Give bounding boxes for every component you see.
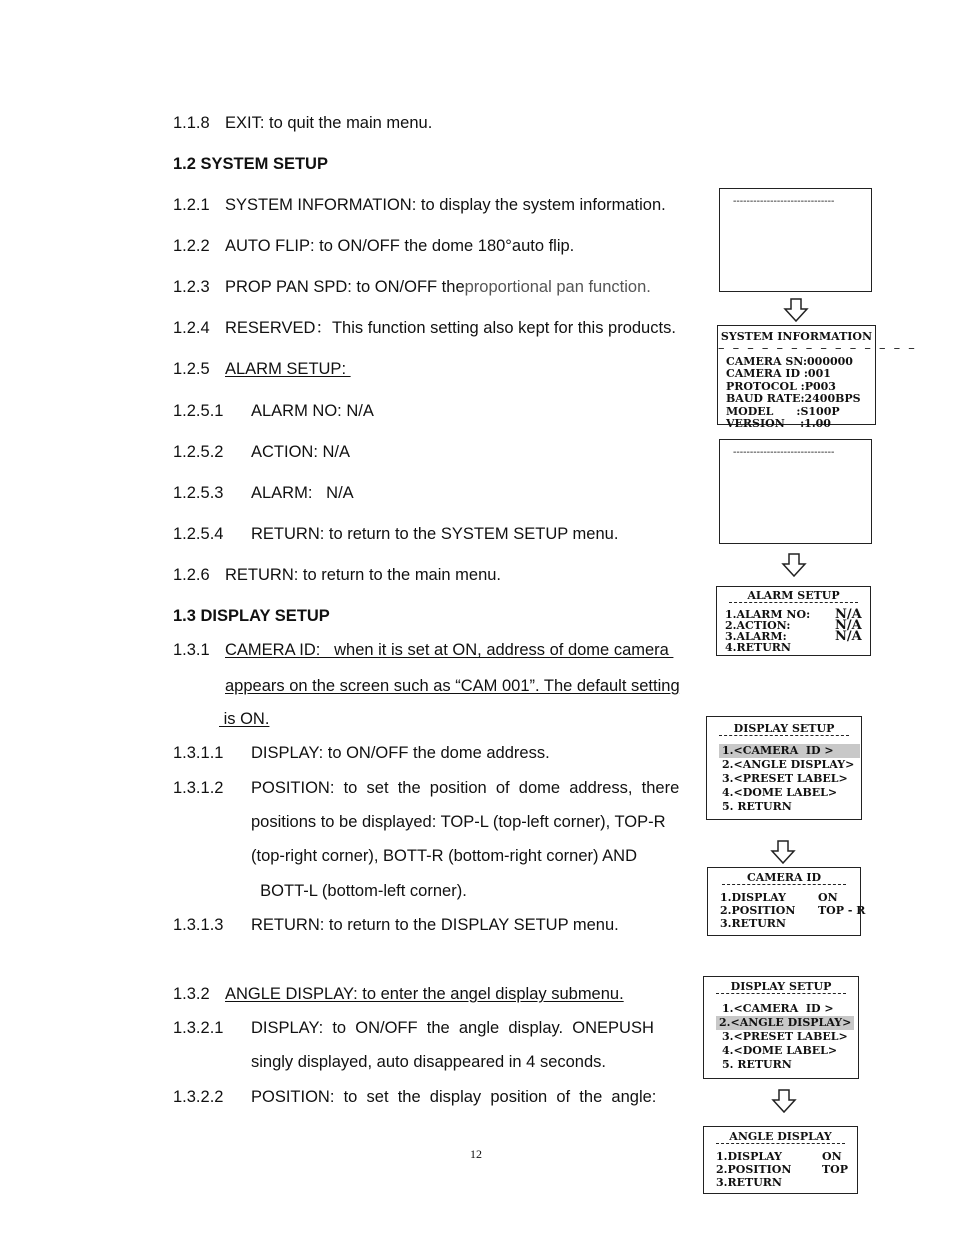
osd-title: DISPLAY SETUP (716, 980, 846, 994)
item-1-3-2 (173, 984, 624, 1004)
down-arrow-icon (783, 297, 809, 323)
osd-row-label: 1.DISPLAY (716, 1150, 782, 1163)
osd-row: 3.<PRESET LABEL> (722, 1030, 848, 1043)
osd-row-label: 2.ACTION: (725, 619, 791, 632)
osd-row: BAUD RATE:2400BPS (726, 392, 861, 405)
item-text: ALARM NO: N/A (251, 402, 374, 420)
osd-row-value: ON (818, 891, 838, 904)
osd-angle-display-screen (703, 1126, 858, 1194)
osd-row-value: ON (822, 1150, 842, 1163)
item-text: ACTION: N/A (251, 443, 351, 461)
item-text: SYSTEM INFORMATION: to display the system information. (225, 196, 666, 214)
item-number: 1.1.8 (173, 114, 210, 132)
osd-row (704, 1163, 857, 1176)
section-heading-system-setup: 1.2 SYSTEM SETUP (173, 155, 328, 173)
item-number: 1.2.2 (173, 237, 210, 255)
item-text: DISPLAY: to ON/OFF the angle display. ONEPUSH (251, 1019, 654, 1037)
osd-row: CAMERA ID :001 (726, 367, 831, 380)
item-text: ALARM: N/A (251, 484, 354, 502)
item-text: POSITION: to set the position of dome address, there (251, 779, 680, 797)
osd-camera-id-screen (707, 867, 866, 936)
osd-alarm-setup-screen (716, 586, 871, 656)
page-number: 12 (470, 1147, 482, 1161)
osd-highlight: 1.<CAMERA ID > (719, 744, 860, 758)
down-arrow-icon (770, 839, 796, 865)
item-1-2-2 (173, 236, 574, 256)
item-1-3-1-2-cont2: (top-right corner), BOTT-R (bottom-right corner) AND (251, 847, 638, 865)
item-text: EXIT: to quit the main menu. (225, 114, 433, 132)
item-1-3-2-1 (173, 1018, 654, 1038)
osd-dash-separator: – – – – – – – – – – – – – – (718, 340, 917, 356)
item-number: 1.3.2 (173, 985, 210, 1003)
osd-row: 3.<PRESET LABEL> (722, 772, 848, 785)
item-text-gray: proportional pan function. (464, 278, 651, 296)
item-1-3-1-cont2: is ON. (219, 710, 270, 728)
dashed-line: ------------------------------ (733, 196, 835, 207)
item-1-1-8 (173, 113, 432, 133)
item-1-2-1 (173, 195, 666, 215)
item-text: CAMERA ID: when it is set at ON, address of dome camera (225, 641, 674, 659)
item-1-3-1-2 (173, 778, 703, 798)
item-1-2-5-3 (173, 483, 354, 503)
osd-row-label: 1.DISPLAY (720, 891, 786, 904)
item-number: 1.3.2.1 (173, 1019, 224, 1037)
item-1-3-1-2-cont3: BOTT-L (bottom-left corner). (251, 882, 467, 900)
item-number: 1.3.1.1 (173, 744, 224, 762)
osd-row-label: 3.ALARM: (725, 630, 787, 643)
osd-row: VERSION :1.00 (726, 417, 831, 430)
osd-row-value: TOP (822, 1163, 849, 1176)
osd-blank-screen-2 (719, 439, 872, 544)
osd-row-selected (704, 1016, 858, 1030)
osd-blank-screen-1 (719, 188, 872, 292)
osd-row: CAMERA SN:000000 (726, 354, 853, 368)
item-number: 1.3.1.3 (173, 916, 224, 934)
osd-row: PROTOCOL :P003 (726, 379, 836, 393)
osd-row: 2.<ANGLE DISPLAY> (722, 758, 855, 771)
item-1-2-5-4 (173, 524, 618, 544)
osd-title: ANGLE DISPLAY (716, 1130, 845, 1144)
osd-row-value: TOP - R (818, 904, 866, 917)
osd-row: 4.<DOME LABEL> (722, 786, 838, 799)
osd-row-selected (707, 744, 861, 758)
osd-row-label: 2.POSITION (716, 1163, 792, 1176)
section-heading-display-setup: 1.3 DISPLAY SETUP (173, 607, 330, 625)
osd-title: ALARM SETUP (729, 590, 858, 603)
osd-row-value: N/A (835, 607, 862, 622)
item-number: 1.3.1.2 (173, 779, 224, 797)
item-text: AUTO FLIP: to ON/OFF the dome 180°auto flip. (225, 237, 575, 255)
item-number: 1.2.5.1 (173, 402, 224, 420)
osd-row: 5. RETURN (722, 800, 792, 813)
osd-row (708, 904, 866, 917)
item-1-2-3 (173, 277, 651, 297)
osd-row: MODEL :S100P (726, 404, 840, 418)
item-1-3-1-3 (173, 915, 619, 935)
item-text: PROP PAN SPD: to ON/OFF the (225, 278, 465, 296)
osd-title: SYSTEM INFORMATION (720, 330, 873, 343)
osd-title: CAMERA ID (722, 871, 846, 885)
osd-row: 3.RETURN (716, 1176, 782, 1189)
item-1-3-1-cont: appears on the screen such as “CAM 001”. The default setting (225, 677, 680, 695)
down-arrow-icon (771, 1088, 797, 1114)
osd-row: 4.<DOME LABEL> (722, 1044, 838, 1057)
down-arrow-icon (781, 552, 807, 578)
item-text: RETURN: to return to the SYSTEM SETUP menu. (251, 525, 619, 543)
item-1-2-5-2 (173, 442, 350, 462)
osd-row-value: N/A (835, 618, 862, 633)
item-number: 1.3.2.2 (173, 1088, 224, 1106)
item-1-3-1-1 (173, 743, 550, 763)
item-number: 1.2.5.3 (173, 484, 224, 502)
osd-display-setup-screen-1 (706, 716, 862, 820)
item-text: DISPLAY: to ON/OFF the dome address. (251, 744, 550, 762)
osd-display-setup-screen-2 (703, 976, 859, 1079)
item-text: RETURN: to return to the DISPLAY SETUP menu. (251, 916, 619, 934)
item-text: RETURN: to return to the main menu. (225, 566, 502, 584)
osd-title: DISPLAY SETUP (719, 722, 849, 736)
item-number: 1.2.6 (173, 566, 210, 584)
osd-row-value: N/A (835, 629, 862, 644)
item-1-3-2-1-cont: singly displayed, auto disappeared in 4 seconds. (251, 1053, 606, 1071)
item-number: 1.2.4 (173, 319, 210, 337)
osd-row-label: 1.ALARM NO: (725, 608, 811, 621)
osd-highlight: 2.<ANGLE DISPLAY> (716, 1016, 854, 1030)
item-number: 1.2.5.2 (173, 443, 224, 461)
osd-row (708, 891, 860, 904)
osd-system-information-screen (717, 325, 917, 430)
item-1-3-2-2 (173, 1087, 656, 1107)
item-text: ALARM SETUP: (225, 360, 351, 378)
osd-row: 5. RETURN (722, 1058, 792, 1071)
item-1-3-1 (173, 640, 673, 660)
osd-row: 1.<CAMERA ID > (722, 1002, 834, 1015)
dashed-line: ------------------------------ (733, 447, 835, 458)
item-number: 1.2.5.4 (173, 525, 224, 543)
item-text: ANGLE DISPLAY: to enter the angel display submenu. (225, 985, 624, 1003)
osd-row: 3.RETURN (720, 917, 786, 930)
osd-row-label: 2.POSITION (720, 904, 796, 917)
item-1-2-5 (173, 359, 351, 379)
item-number: 1.2.3 (173, 278, 210, 296)
item-number: 1.2.5 (173, 360, 210, 378)
item-number: 1.3.1 (173, 641, 210, 659)
item-number: 1.2.1 (173, 196, 210, 214)
osd-row (704, 1150, 857, 1163)
osd-row: 4.RETURN (725, 641, 791, 654)
item-text: POSITION: to set the display position of the angle: (251, 1088, 657, 1106)
item-1-3-1-2-cont: positions to be displayed: TOP-L (top-left corner), TOP-R (251, 813, 666, 831)
item-text: RESERVED：This function setting also kept for this products. (225, 319, 676, 337)
item-1-2-6 (173, 565, 501, 585)
item-1-2-4 (173, 318, 676, 338)
item-1-2-5-1 (173, 401, 374, 421)
